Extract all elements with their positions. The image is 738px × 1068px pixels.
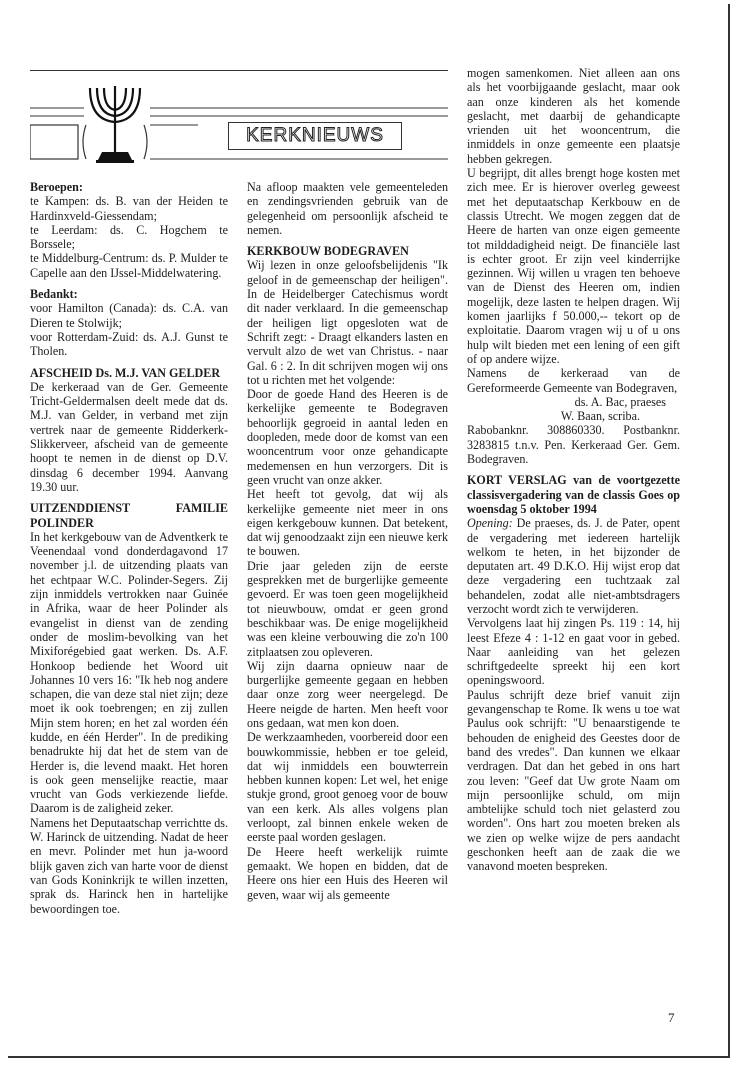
opening-text: De praeses, ds. J. de Pater, opent de vergadering met iedereen hartelijk welkom te heten, in het bijzonder de deputaten art. 49 D.K.O. Hij wijst erop dat deze vergadering een tuchtzaak zal behandelen, zodat alle niet-ambtsdragers verzocht wordt zich te verwijderen. — [467, 516, 680, 616]
column-1 — [30, 180, 228, 916]
bank-details: Rabobanknr. 308860330. Postbanknr. 3283815 t.n.v. Pen. Kerkeraad Ger. Gem. Bodegraven. — [467, 423, 680, 467]
opening-label: Opening: — [467, 516, 513, 531]
section-header — [30, 80, 450, 175]
paragraph: Het heeft tot gevolg, dat wij als kerkelijke gemeente niet meer in ons eigen kerkgebouw kunnen. Dat betekent, dat wij genoodzaakt zijn een nieuwe kerk te bouwen. — [247, 487, 448, 559]
paragraph: Namens de kerkeraad van de Gereformeerde Gemeente van Bodegraven, — [467, 366, 680, 395]
paragraph: De kerkeraad van de Ger. Gemeente Tricht-Geldermalsen deelt mede dat ds. M.J. van Gelder, in verband met zijn vertrek naar de gemeente Ridderkerk-Slikkerveer, afscheid van de gemeente hoopt te nemen in de dienst op D.V. dinsdag 6 december 1994. Aanvang 19.30 uur. — [30, 379, 228, 494]
paragraph: De werkzaamheden, voorbereid door een bouwkommissie, hebben er toe geleid, dat wij inmiddels een bouwterrein hebben kunnen kopen: Let wel, het enige stukje grond, groot genoeg voor de bouw van een kerk. Als alles volgens plan verloopt, zal binnen enkele weken de eerste paal worden geslagen. — [247, 730, 448, 845]
paragraph: Wij zijn daarna opnieuw naar de burgerlijke gemeente gegaan en hebben daar onze zorg weer neergelegd. De Heere neigde de harten. Men heeft voor ons gedaan, wat men kon doen. — [247, 658, 448, 730]
paragraph: te Middelburg-Centrum: ds. P. Mulder te Capelle aan den IJssel-Middelwatering. — [30, 251, 228, 280]
signature-scriba: W. Baan, scriba. — [560, 409, 640, 424]
page-title: KERKNIEUWS — [246, 125, 384, 146]
paragraph: U begrijpt, dit alles brengt hoge kosten met zich mee. Er is hierover overleg geweest met het deputaatschap Kerkbouw en de classis Utrecht. We mogen zeggen dat de Heere de harten van onze eigen gemeente tot milddadigheid neigt. De financiële last is echter groot. Er zijn veel kinderrijke gezinnen. Wij willen u vragen ten behoeve van de Dienst des Heeren om, indien mogelijk, deze lasten te helpen dragen. Wij komen jaarlijks f 50.000,-- tekort op de exploitatie. Daarom vragen wij u of u ons hulp wilt bieden met een lening of een gift of op andere wijze. — [467, 166, 680, 366]
paragraph: Na afloop maakten vele gemeenteleden en zendingsvrienden gebruik van de gelegenheid om persoonlijk afscheid te nemen. — [247, 180, 448, 237]
section-heading: Bedankt: — [30, 287, 78, 302]
heading-part-b: van de voortgezette classisvergadering van de classis Goes op woensdag 5 oktober 1994 — [467, 473, 680, 516]
signature-praeses: ds. A. Bac, praeses — [574, 394, 666, 409]
section-heading-verslag — [467, 473, 680, 516]
top-rule — [30, 70, 448, 71]
paragraph: voor Rotterdam-Zuid: ds. A.J. Gunst te Tholen. — [30, 329, 228, 359]
paragraph: Vervolgens laat hij zingen Ps. 119 : 14, hij leest Efeze 4 : 1-12 en gaat voor in gebed. Naar aanleiding van het gelezen schriftgedeelte spreekt hij een kort openingswoord. — [467, 616, 680, 688]
heading-part-a: KORT VERSLAG — [467, 473, 567, 488]
section-heading: KERKBOUW BODEGRAVEN — [247, 244, 409, 259]
paragraph: Wij lezen in onze geloofsbelijdenis "Ik geloof in de gemeenschap der heiligen". In de Heidelberger Catechismus wordt dit nader verklaard. In die gemeenschap der heiligen ligt opgesloten wat de Schrift zegt: - Draagt elkanders lasten en vervult alzo de wet van Christus. - naar Gal. 6 : 2. In dit schrijven mogen wij ons tot u richten met het volgende: — [247, 258, 448, 387]
section-heading: AFSCHEID Ds. M.J. VAN GELDER — [30, 365, 221, 380]
opening-paragraph — [467, 516, 680, 616]
paragraph: In het kerkgebouw van de Adventkerk te Veenendaal vond donderdagavond 17 november j.l. de uitzending plaats van het echtpaar W.C. Polinder-Segers. Zij zijn inmiddels vertrokken naar Guinée in Afrika, waar de heer Polinder als evangelist in dienst van de zending onder de moslim-bevolking van het Mixiforégebied gaat werken. Ds. A.F. Honkoop bediende het Woord uit Johannes 10 vers 16: "Ik heb nog andere schapen, die van deze stal niet zijn; deze moet ik ook toebrengen; en zij zullen Mijn stem horen; en het zal worden één kudde, en één Herder". In de prediking benadrukte hij dat het de stem van de Herder is, die levend maakt. Het horen is ook geen menselijke reactie, maar vrucht van Gods verkiezende liefde. Daarom is de zaligheid zeker. — [30, 529, 228, 816]
section-heading: Beroepen: — [30, 180, 83, 194]
paragraph: voor Hamilton (Canada): ds. C.A. van Dieren te Stolwijk; — [30, 301, 228, 330]
paragraph: Door de goede Hand des Heeren is de kerkelijke gemeente te Bodegraven behoorlijk gegroeid in aantal leden en doopleden, mede door de komst van een wooncentrum voor onze gehandicapte medemensen en hun verzorgers. Dit is geen vrucht van onze akker. — [247, 387, 448, 487]
paragraph: Drie jaar geleden zijn de eerste gesprekken met de burgerlijke gemeente gevoerd. Er was toen geen mogelijkheid tot nieuwbouw, omdat er geen grond beschikbaar was. De enige mogelijkheid was een kleine verbouwing die zo'n 100 zitplaatsen zou opleveren. — [247, 558, 448, 659]
menorah-icon — [90, 86, 140, 152]
page-number: 7 — [668, 1010, 675, 1025]
column-3 — [467, 66, 680, 874]
section-heading: UITZENDDIENST FAMILIE POLINDER — [30, 501, 228, 530]
title-box — [228, 122, 402, 150]
paragraph: te Kampen: ds. B. van der Heiden te Hardinxveld-Giessendam; — [30, 194, 228, 223]
paragraph: mogen samenkomen. Niet alleen aan ons als het voorbijgaande geslacht, maar ook aan onze kinderen als het komende geslacht, met daarbij de gehandicapte vrienden uit het wooncentrum, die inmiddels in onze gemeente een plaatsje hebben gekregen. — [467, 66, 680, 166]
column-2 — [247, 180, 448, 902]
paragraph: De Heere heeft werkelijk ruimte gemaakt. We hopen en bidden, dat de Heere ons hier een Huis des Heeren wil geven, waar wij als gemeente — [247, 844, 448, 902]
paragraph: te Leerdam: ds. C. Hogchem te Borssele; — [30, 222, 228, 252]
paragraph: Paulus schrijft deze brief vanuit zijn gevangenschap te Rome. Ik wens u toe wat Paulus ook schrijft: "U benaarstigende te behouden de enigheid des Geestes door de band des vredes". Dan kunnen we elkaar verdragen. Dat dan het gebed in ons hart zou leven: "Geef dat Uw grote Naam om mijn persoonlijke schuld, om mijn ambtelijke schuld toch niet gelasterd zou worden". Ons hart zou moeten breken als we zien op welke wijze de pers aandacht geschonken heeft aan de zaak die we vanavond moeten bespreken. — [467, 687, 680, 874]
paragraph: Namens het Deputaatschap verrichtte ds. W. Harinck de uitzending. Nadat de heer en mevr. Polinder met hun ja-woord blijk gaven zich van harte voor de dienst van Gods Koninkrijk te willen inzetten, sprak ds. Harinck hen in hartelijke bewoordingen toe. — [30, 815, 228, 916]
